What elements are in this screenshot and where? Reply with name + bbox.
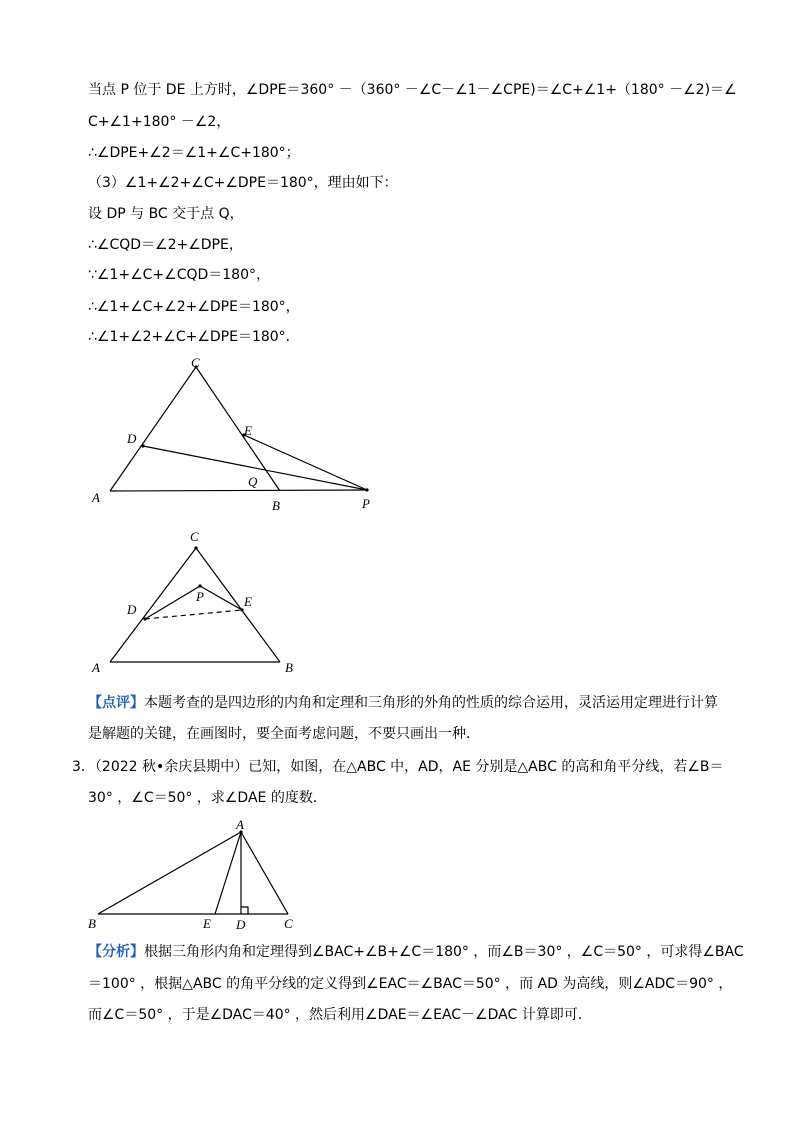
review-line-2: 是解题的关键，在画图时，要全面考虑问题，不要只画出一种． xyxy=(88,726,480,742)
label-p: P xyxy=(196,589,204,604)
text-line-7: ∵∠1+∠C+∠CQD＝180°， xyxy=(88,267,270,283)
text-line-3: ∴∠DPE+∠2＝∠1+∠C+180°； xyxy=(88,145,300,161)
analysis-line-3: 而∠C＝50° ，于是∠DAC＝40° ，然后利用∠DAE＝∠EAC－∠DAC 计算即可． xyxy=(88,1007,592,1023)
label-c: C xyxy=(190,529,199,544)
label-e: E xyxy=(244,594,252,609)
segment-ac xyxy=(110,548,196,662)
segment-cb xyxy=(196,367,280,491)
segment-ep xyxy=(244,435,367,490)
segment-dp xyxy=(145,586,200,619)
question-3-line-2: 30° ，∠C＝50° ，求∠DAE 的度数． xyxy=(88,790,327,806)
segment-ac xyxy=(241,832,288,914)
label-b: B xyxy=(272,498,280,513)
text-line-2: C+∠1+180° －∠2， xyxy=(88,114,231,130)
label-c: C xyxy=(284,916,293,931)
label-a: A xyxy=(92,660,100,675)
label-q: Q xyxy=(248,474,258,489)
text-line-4: （3）∠1+∠2+∠C+∠DPE＝180°，理由如下： xyxy=(88,175,398,191)
segment-ab xyxy=(98,832,241,914)
text-line-9: ∴∠1+∠2+∠C+∠DPE＝180°． xyxy=(88,329,300,345)
question-3-line-1: 3．（2022 秋•余庆县期中）已知，如图，在△ABC 中，AD，AE 分别是△ABC 的高和角平分线，若∠B＝ xyxy=(72,759,724,775)
segment-de-dashed xyxy=(145,610,242,619)
right-angle-mark xyxy=(241,907,248,914)
label-d: D xyxy=(236,917,246,932)
segment-pe xyxy=(200,586,242,610)
label-b: B xyxy=(285,660,293,675)
segment-cb xyxy=(196,548,280,662)
figure-3-triangle-abc xyxy=(80,812,310,934)
analysis-text-1: 根据三角形内角和定理得到∠BAC+∠B+∠C＝180° ，而∠B＝30° ，∠C＝50° ，可求得∠BAC xyxy=(144,944,744,960)
label-a: A xyxy=(92,490,100,505)
review-line-1 xyxy=(88,693,718,713)
label-e: E xyxy=(203,916,211,931)
analysis-line-2: ＝100° ，根据△ABC 的角平分线的定义得到∠EAC＝∠BAC＝50° ，而 AD 为高线，则∠ADC＝90° ， xyxy=(88,976,733,992)
text-line-1: 当点 P 位于 DE 上方时，∠DPE＝360° －（360° －∠C－∠1－∠CPE)＝∠C+∠1+（180° －∠2)＝∠ xyxy=(88,82,737,98)
review-tag: 【点评】 xyxy=(88,695,144,711)
label-c: C xyxy=(191,355,200,370)
segment-ac xyxy=(110,367,196,491)
figure-1-triangle-with-exterior-point xyxy=(80,355,390,515)
text-line-6: ∴∠CQD＝∠2+∠DPE， xyxy=(88,237,243,253)
segment-ap xyxy=(110,490,367,491)
figure-2-triangle-with-interior-point xyxy=(80,528,310,678)
text-line-8: ∴∠1+∠C+∠2+∠DPE＝180°， xyxy=(88,299,300,315)
label-p: P xyxy=(362,496,370,511)
analysis-tag: 【分析】 xyxy=(88,944,144,960)
label-d: D xyxy=(127,431,137,446)
label-d: D xyxy=(127,602,137,617)
analysis-line-1 xyxy=(88,942,744,962)
review-text-1: 本题考查的是四边形的内角和定理和三角形的外角的性质的综合运用，灵活运用定理进行计算 xyxy=(144,695,718,711)
label-b: B xyxy=(88,916,96,931)
label-e: E xyxy=(244,423,252,438)
text-line-5: 设 DP 与 BC 交于点 Q， xyxy=(88,206,244,222)
label-a: A xyxy=(236,817,244,832)
